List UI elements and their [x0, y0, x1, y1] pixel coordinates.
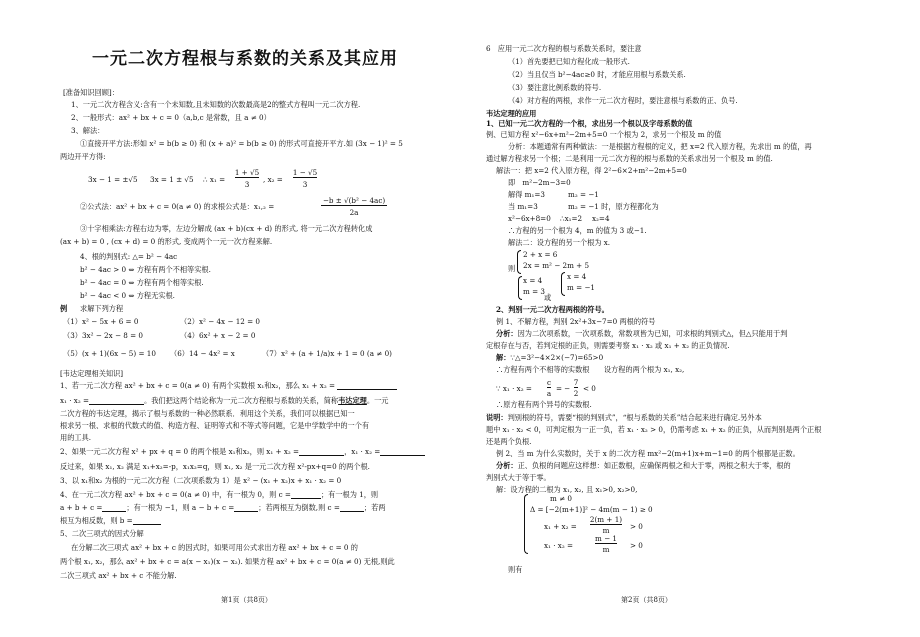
formula: m ≠ 0: [550, 494, 572, 503]
exercise: （4）6x² + x − 2 = 0: [180, 331, 256, 340]
frac-den: a: [546, 389, 552, 398]
text-line: b² − 4ac < 0 ⇔ 方程无实根.: [80, 291, 175, 300]
text-line: 定根存在与否，若判定根的正负，则需要考察 x₁ · x₂ 或 x₁ + x₂ 的正负情况.: [486, 341, 730, 350]
system-brace: [524, 494, 528, 554]
frac-num: 7: [573, 378, 579, 387]
exercise: （7）x² + (a + 1/a)x + 1 = 0 (a ≠ 0): [262, 349, 392, 358]
text-line: 两个根 x₁, x₂，那么 ax² + bx + c = a(x − x₁)(x − x₂). 如果方程 ax² + bx + c = 0(a ≠ 0) 无根,则此: [60, 557, 395, 566]
text-line: ∴方程有两个不相等的实数根 设方程的两个根为 x₁, x₂,: [496, 365, 685, 374]
formula: 3x = 1 ± √5: [150, 175, 194, 184]
text-line: m₂ = −1 时，原方程都化为: [568, 202, 659, 211]
text-line: 5、二次三项式的因式分解: [60, 529, 144, 538]
formula: ∵ x₁ · x₂ =: [496, 384, 532, 393]
formula: 3x − 1 = ±√5: [88, 175, 138, 184]
frac-den: m: [602, 545, 610, 554]
text-line: 用的工具.: [60, 433, 92, 442]
frac-den: 3: [244, 180, 250, 189]
text-line: （2）当且仅当 b²−4ac≥0 时，才能应用根与系数关系.: [508, 70, 686, 79]
text-line: a + b + c = ；有一根为 −1，则 a − b + c = ；若两根互为倒数,则 c = ；若两: [60, 503, 386, 512]
system-brace: [517, 250, 521, 274]
text-line: 反过来，如果 x₁, x₂ 满足 x₁+x₂=-p，x₁x₂=q，则 x₁, x₂ 是一元二次方程 x²-px+q=0 的两个根.: [60, 462, 370, 471]
text-line: 求解下列方程: [80, 304, 124, 313]
text-line: 当 m₁=3: [508, 202, 538, 211]
text-line: ∴原方程有两个异号的实数根.: [496, 400, 592, 409]
text-line: m₂ = −1: [568, 190, 599, 199]
text-line: ∴方程的另一个根为 4，m 的值为 3 或−1.: [508, 226, 647, 235]
text-line: 例 2、当 m 为什么实数时，关于 x 的二次方程 mx²−2(m+1)x+m−1=0 的两个根都是正数。: [496, 449, 800, 458]
text-line: 二次三项式 ax² + bx + c 不能分解.: [60, 571, 177, 580]
text-line: （3）要注意比例系数的符号.: [508, 83, 602, 92]
text-line: 解法二：设方程的另一个根为 x.: [508, 238, 611, 247]
frac-den: 2: [573, 389, 579, 398]
text-line: x₁ · x₂ = 。我们把这两个结论称为一元二次方程根与系数的关系，简称韦达定理。一元: [60, 396, 389, 405]
example-label: 例: [60, 304, 68, 313]
formula: =: [556, 384, 563, 393]
text-line: 分析：本题通常有两种做法：一是根据方程根的定义，把 x=2 代入原方程，先求出 m 的值，再: [508, 142, 812, 151]
text-line: 或: [544, 293, 552, 302]
frac-num: 1 + √5: [234, 168, 260, 177]
exercise: （5）(x + 1)(6x − 5) = 10: [63, 349, 156, 358]
text-line: 解得 m₁=3: [508, 190, 545, 199]
frac-den: 3: [302, 180, 308, 189]
exercise: （6）14 − 4x² = x: [170, 349, 235, 358]
frac-den: m: [602, 526, 610, 535]
frac-den: 2a: [349, 208, 359, 217]
formula: −: [564, 384, 571, 393]
text-line: 解法一：把 x=2 代入原方程，得 2²−6×2+m²−2m+5=0: [496, 166, 687, 175]
text-line: 通过解方程求另一个根；二是利用一元二次方程的根与系数的关系求出另一个根及 m 的值.: [486, 154, 773, 163]
system-brace: [518, 276, 522, 300]
frac-num: c: [546, 378, 552, 387]
text-line: 说明：判别根的符号，需要“根的判别式”，“根与系数的关系”结合起来进行确定.另外本: [486, 413, 762, 422]
section-heading: 1、已知一元二次方程的一个根，求出另一个根以及字母系数的值: [486, 119, 693, 128]
text-line: 在分解二次三项式 ax² + bx + c 的因式时，如果可用公式求出方程 ax² + bx + c = 0 的: [71, 543, 358, 552]
text-line: 例、已知方程 x²−6x+m²−2m+5=0 一个根为 2，求另一个根及 m 的值: [486, 130, 722, 139]
text-line: x²−6x+8=0: [508, 214, 551, 223]
text-line: 2、如果一元二次方程 x² + px + q = 0 的两个根是 x₁和x₂，则 x₁ + x₂ = ，x₁ · x₂ =: [60, 447, 425, 456]
system-brace: [561, 272, 565, 296]
text-line: 还是两个负根.: [486, 437, 532, 446]
text-line: 根求另一根、求根的代数式的值、构造方程、证明等式和不等式等问题，它是中学数学中的一个有: [60, 421, 370, 430]
text-line: （1）首先要把已知方程化成一般形式.: [508, 57, 630, 66]
text-line: 例 1、不解方程，判别 2x²+3x−7=0 两根的符号: [496, 317, 656, 326]
vieta-heading: [韦达定理相关知识]: [60, 369, 124, 378]
text-line: 根互为相反数，则 b =: [60, 516, 161, 525]
text-line: 4、根的判别式: △= b² − 4ac: [80, 252, 178, 261]
text-line: ①直接开平方法:形如 x² = b(b ≥ 0) 和 (x + a)² = b(b ≥ 0) 的形式可直接开平方.如 (3x − 1)² = 5: [80, 139, 403, 148]
text-line: ②公式法：ax² + bx + c = 0(a ≠ 0) 的求根公式是：x₁,₂ =: [80, 202, 275, 211]
text-line: 4、在一元二次方程 ax² + bx + c = 0(a ≠ 0) 中，有一根为 0，则 c = ；有一根为 1，则: [60, 490, 379, 499]
frac-num: 2(m + 1): [589, 515, 623, 524]
formula: > 0: [630, 541, 643, 550]
text-line: 分析：因为二次项系数，一次项系数，常数项皆为已知，可求根的判别式△，但△只能用于判: [496, 329, 788, 338]
exercise: （2）x² − 4x − 12 = 0: [180, 317, 261, 326]
text-line: 判别式大于等于零。: [486, 473, 551, 482]
formula: 2x = m² − 2m + 5: [523, 261, 590, 270]
text-line: x₂=4: [592, 214, 610, 223]
exercise: （1）x² − 5x + 6 = 0: [63, 317, 139, 326]
text-line: 6 应用一元二次方程的根与系数关系时，要注意: [486, 44, 642, 53]
formula: m = −1: [567, 283, 596, 292]
formula: x₁ + x₂ =: [544, 522, 577, 531]
text-line: (ax + b) = 0 , (cx + d) = 0 的形式, 变成两个一元一次方程来解.: [60, 237, 273, 246]
formula: x = 4: [523, 276, 543, 285]
formula: > 0: [630, 522, 643, 531]
prep-heading: [准备知识回顾]：: [63, 88, 119, 97]
text-line: 1、若一元二次方程 ax² + bx + c = 0(a ≠ 0) 有两个实数根 x₁和x₂，那么 x₁ + x₂ =: [60, 381, 397, 390]
formula: 2 + x = 6: [523, 250, 558, 259]
formula: Δ = [−2(m+1)]² − 4m(m − 1) ≥ 0: [530, 505, 653, 514]
text-line: ∴x₁=2: [560, 214, 583, 223]
text-line: 题中 x₁ · x₂ < 0，可判定根为一正一负，若 x₁ · x₂ > 0，仍需考虑 x₁ + x₂ 的正负，从而判别是两个正根: [486, 425, 822, 434]
text-line: b² − 4ac = 0 ⇔ 方程有两个相等实根.: [80, 278, 204, 287]
page-footer: 第1页（共8页）: [221, 596, 272, 604]
formula: m = 3: [523, 287, 545, 296]
text-line: （4）对方程的两根，求作一元二次方程时，要注意根与系数的正、负号.: [508, 96, 738, 105]
frac-num: 1 − √5: [292, 168, 318, 177]
text-line: 分析：正、负根的问题应这样想：如正数根，应确保两根之和大于零，两根之积大于零，根的: [496, 461, 791, 470]
formula: < 0: [583, 384, 596, 393]
text-line: 解：设方程的二根为 x₁, x₂, 且 x₁>0, x₂>0,: [496, 485, 638, 494]
text-line: 2、一般形式：ax² + bx + c = 0（a,b,c 是常数，且 a ≠ 0）: [71, 113, 271, 122]
formula: x₁ · x₂ =: [544, 541, 574, 550]
text-line: 3、以 x₁和x₂ 为根的一元二次方程（二次项系数为 1）是 x² − (x₁ + x₂)x + x₁ · x₂ = 0: [60, 476, 342, 485]
text-line: 两边开平方得:: [60, 152, 106, 161]
text-line: b² − 4ac > 0 ⇔ 方程有两个不相等实根.: [80, 265, 211, 274]
text-line: ③十字相乘法:方程右边为零，左边分解成 (ax + b)(cx + d) 的形式, 将一元二次方程转化成: [80, 224, 373, 233]
formula: ∴ x₁ =: [203, 175, 226, 184]
text-line: 则: [508, 264, 516, 273]
text-line: 3、解法：: [71, 126, 105, 135]
formula: x = 4: [567, 272, 587, 281]
text-line: 二次方程的韦达定理，揭示了根与系数的一种必然联系．利用这个关系，我们可以根据已知一: [60, 409, 355, 418]
frac-num: −b ± √(b² − 4ac): [322, 196, 386, 205]
section-heading: 韦达定理的应用: [486, 109, 537, 118]
text-line: 则有: [508, 565, 523, 574]
text-line: 解：∵△=3²−4×2×(−7)=65>0: [496, 353, 604, 362]
page-footer: 第2页（共8页）: [621, 596, 672, 604]
exercise: （3）3x² − 2x − 8 = 0: [63, 331, 144, 340]
frac-num: m − 1: [595, 534, 617, 543]
page-title: 一元二次方程根与系数的关系及其应用: [92, 49, 398, 69]
text-line: 1、一元二次方程含义:含有一个未知数,且未知数的次数最高是2的整式方程叫一元二次方程.: [71, 100, 361, 109]
right-page: [460, 0, 920, 637]
section-heading: 2、判别一元二次方程两根的符号。: [496, 305, 609, 314]
formula: , x₂ =: [263, 175, 283, 184]
text-line: 即 m²−2m−3=0: [508, 178, 571, 187]
